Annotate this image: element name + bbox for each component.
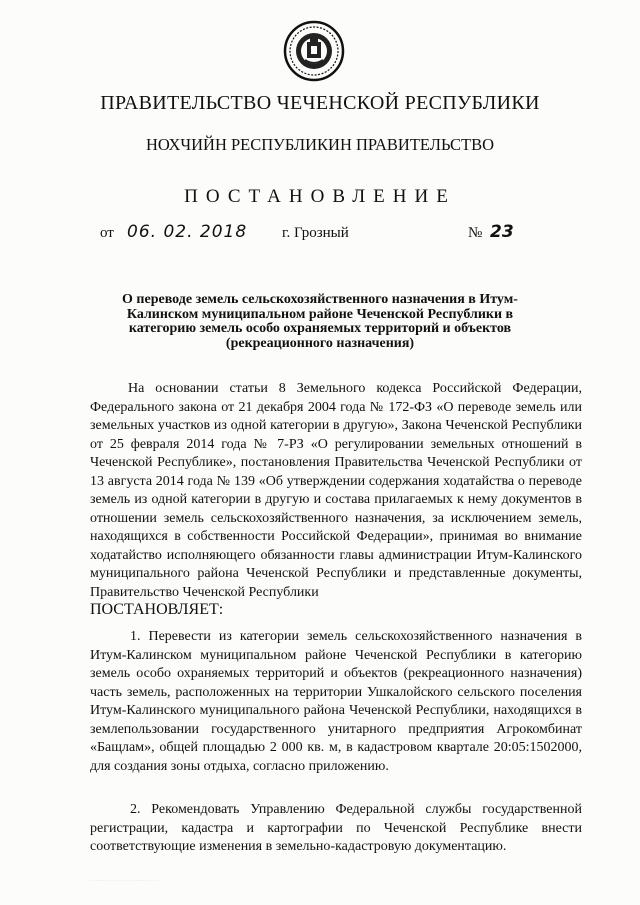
document-date: 06. 02. 2018 [127,222,248,242]
document-meta-row [0,222,640,249]
date-label: от [100,225,114,241]
number-label: № [468,225,483,241]
document-subject: О переводе земель сельскохозяйственного назначения в Итум-Калинском муниципальном районе Чеченской Республики в категорию земель особо охраняемых территорий и объектов (рекреационного назначения) [122,292,518,351]
decree-word: ПОСТАНОВЛЯЕТ: [90,601,224,618]
footer-scan-mark: · · · · · · · · · · · · · · · · · · · · · · · · · · · · · · · · · · · · [90,878,158,882]
preamble-text: На основании статьи 8 Земельного кодекса Российской Федерации, Федерального закона от 21 декабря 2004 года № 172-ФЗ «О переводе земель или земельных участков из одной категории в другую», Закона Чеченской Республики от 25 февраля 2014 года № 7-РЗ «О регулировании земельных отношений в Чеченской Республике», постановления Правительства Чеченской Республики от 13 августа 2014 года № 139 «Об утверждении содержания ходатайства о переводе земель из одной категории в другую и состава прилагаемых к нему документов в отношении земель сельскохозяйственного назначения, за исключением земель, находящихся в собственности Российской Федерации», принимая во внимание ходатайство исполняющего обязанности главы администрации Итум-Калинского муниципального района Чеченской Республики и представленные документы, Правительство Чеченской Республики [90,381,582,600]
coat-of-arms-icon [283,20,345,82]
government-title-chechen: НОХЧИЙН РЕСПУБЛИКИН ПРАВИТЕЛЬСТВО [145,135,495,154]
decree-item-2: 2. Рекомендовать Управлению Федеральной службы государственной регистрации, кадастра и картографии по Чеченской Республике внести соответствующие изменения в земельно-кадастровую документацию. [90,802,582,854]
decree-item-1: 1. Перевести из категории земель сельскохозяйственного назначения в Итум-Калинском муниципальном районе Чеченской Республики в категорию земель особо охраняемых территорий и объектов (рекреационного назначения) часть земель, расположенных на территории Ушкалойского сельского поселения Итум-Калинского муниципального района Чеченской Республики, находящихся в землепользовании государственного унитарного предприятия Агрокомбинат «Бащлам», общей площадью 2 000 кв. м, в кадастровом квартале 20:05:1502000, для создания зоны отдыха, согласно приложению. [90,629,582,774]
document-number: 23 [490,222,514,242]
document-type-title: ПОСТАНОВЛЕНИЕ [184,186,456,207]
preamble-paragraph [90,380,582,602]
government-title: ПРАВИТЕЛЬСТВО ЧЕЧЕНСКОЙ РЕСПУБЛИКИ [100,92,540,114]
document-city: г. Грозный [282,225,349,241]
